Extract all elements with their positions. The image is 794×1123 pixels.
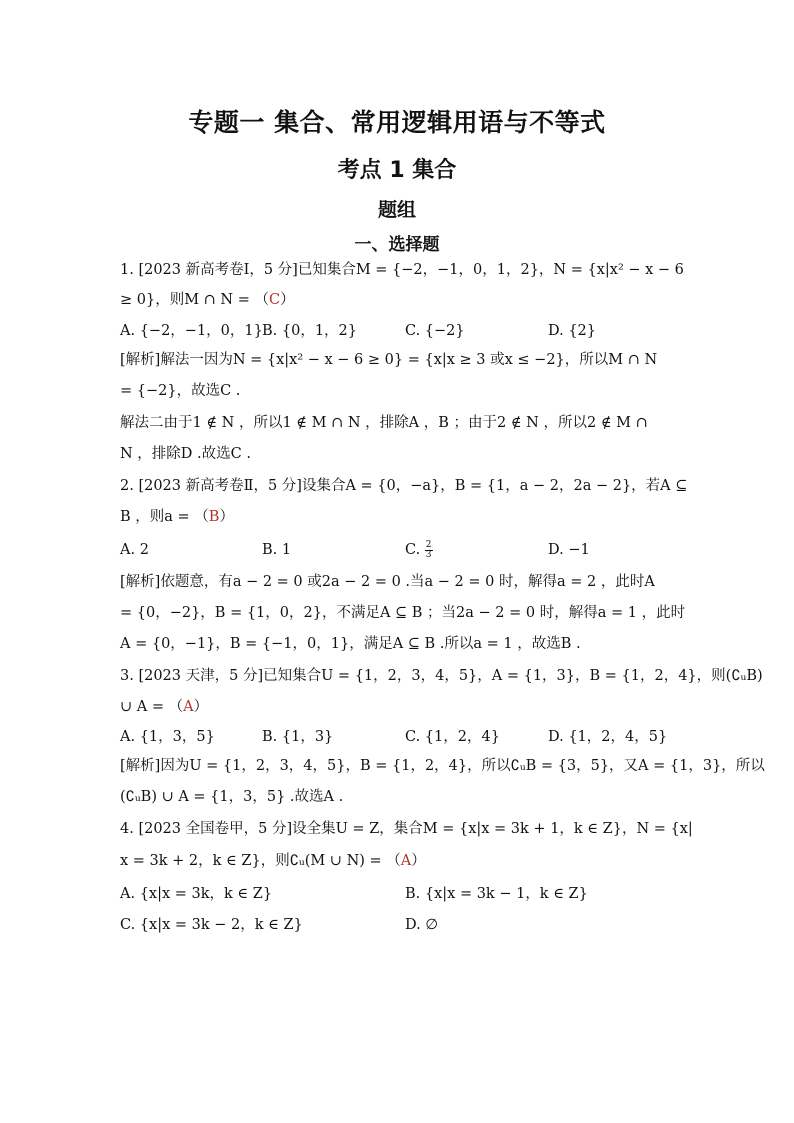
q2-option-d: D. −1: [548, 542, 590, 558]
q3-stem-line-1: 3. [2023 天津，5 分]已知集合U = {1，2，3，4，5}，A = {1，3}，B = {1，2，4}，则(∁ᵤB): [120, 668, 763, 684]
q2-stem-line-1: 2. [2023 新高考卷Ⅱ，5 分]设集合A = {0，−a}，B = {1，a − 2，2a − 2}，若A ⊆: [120, 478, 688, 494]
q1-option-d: D. {2}: [548, 323, 597, 339]
q2-answer: B: [208, 509, 220, 525]
q2-option-a: A. 2: [120, 542, 149, 558]
q1-option-a: A. {−2，−1，0，1}: [120, 323, 263, 339]
q3-solution-line-1: [解析]因为U = {1，2，3，4，5}，B = {1，2，4}，所以∁ᵤB = {3，5}，又A = {1，3}，所以: [120, 758, 765, 774]
q1-solution-line-1: [解析]解法一因为N = {x|x² − x − 6 ≥ 0} = {x|x ≥ 3 或x ≤ −2}，所以M ∩ N: [120, 352, 658, 368]
fraction-two-thirds: $\frac{2}{3}$: [425, 539, 432, 560]
q3-option-d: D. {1，2，4，5}: [548, 729, 668, 745]
q3-option-a: A. {1，3，5}: [120, 729, 215, 745]
q3-option-b: B. {1，3}: [262, 729, 334, 745]
group-title: 题组: [377, 199, 416, 221]
q4-option-b: B. {x|x = 3k − 1，k ∈ Z}: [405, 886, 588, 902]
q2-solution-line-3: A = {0，−1}，B = {−1，0，1}，满足A ⊆ B .所以a = 1 ，故选B .: [120, 636, 581, 652]
q2-option-b: B. 1: [262, 542, 292, 558]
q3-solution-line-2: (∁ᵤB) ∪ A = {1，3，5} .故选A .: [120, 789, 344, 805]
q4-option-c: C. {x|x = 3k − 2，k ∈ Z}: [120, 917, 303, 933]
q4-option-a: A. {x|x = 3k，k ∈ Z}: [120, 886, 273, 902]
q2-solution-line-1: [解析]依题意，有a − 2 = 0 或2a − 2 = 0 .当a − 2 = 0 时，解得a = 2 ，此时A: [120, 574, 655, 590]
q4-answer: A: [400, 853, 412, 869]
q1-stem-line-1: 1. [2023 新高考卷Ⅰ，5 分]已知集合M = {−2，−1，0，1，2}，N = {x|x² − x − 6: [120, 262, 684, 278]
topic-title: 考点 1 集合: [337, 158, 457, 183]
q4-stem-line-1: 4. [2023 全国卷甲，5 分]设全集U = Z，集合M = {x|x = 3k + 1，k ∈ Z}，N = {x|: [120, 821, 693, 837]
q1-option-c: C. {−2}: [405, 323, 465, 339]
q1-stem-line-2: ≥ 0}，则M ∩ N = （C）: [120, 292, 295, 308]
section-title: 一、选择题: [354, 235, 440, 255]
q2-option-c: C. $\frac{2}{3}$: [405, 539, 432, 560]
q1-option-b: B. {0，1，2}: [262, 323, 358, 339]
q1-solution-line-3: 解法二由于1 ∉ N ，所以1 ∉ M ∩ N ，排除A ，B ；由于2 ∉ N ，所以2 ∉ M ∩: [120, 415, 648, 431]
q3-option-c: C. {1，2，4}: [405, 729, 500, 745]
main-title: 专题一 集合、常用逻辑用语与不等式: [188, 108, 606, 137]
q2-solution-line-2: = {0，−2}，B = {1，0，2}，不满足A ⊆ B ；当2a − 2 = 0 时，解得a = 1 ，此时: [120, 605, 686, 621]
q1-answer: C: [268, 292, 281, 308]
q4-stem-line-2: x = 3k + 2，k ∈ Z}，则∁ᵤ(M ∪ N) = （A）: [120, 853, 426, 869]
q3-answer: A: [183, 699, 194, 715]
q1-solution-line-2: = {−2}，故选C .: [120, 383, 241, 399]
q2-stem-line-2: B ，则a = （B）: [120, 509, 234, 525]
q1-solution-line-4: N ，排除D .故选C .: [120, 446, 251, 462]
q3-stem-line-2: ∪ A = （A）: [120, 699, 209, 715]
q4-option-d: D. ∅: [405, 917, 438, 933]
